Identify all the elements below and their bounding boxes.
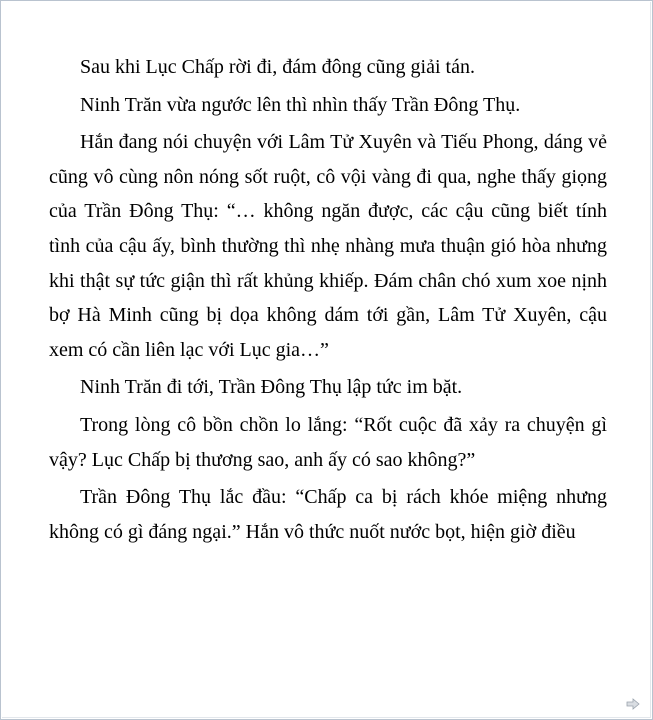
paragraph-1: Sau khi Lục Chấp rời đi, đám đông cũng giải tán. (80, 56, 475, 78)
next-page-arrow-icon[interactable] (626, 697, 640, 709)
paragraph-5: Trong lòng cô bồn chồn lo lắng: “Rốt cuộc đã xảy ra chuyện gì vậy? Lục Chấp bị thương sao, anh ấy có sao không?” (49, 413, 607, 471)
page-inner-frame (2, 2, 651, 718)
paragraph-3: Hắn đang nói chuyện với Lâm Tử Xuyên và Tiếu Phong, dáng vẻ cũng vô cùng nôn nóng sốt ruột, cô vội vàng đi qua, nghe thấy giọng của Trần Đông Thụ: “… không ngăn được, các cậu cũng biết tính tình của cậu ấy, bình thường thì nhẹ nhàng mưa thuận gió hòa nhưng khi thật sự tức giận thì rất khủng khiếp. Đám chân chó xum xoe nịnh bợ Hà Minh cũng bị dọa không dám tới gần, Lâm Tử Xuyên, cậu xem có cần liên lạc với Lục gia…” (49, 131, 607, 361)
paragraph-6: Trần Đông Thụ lắc đầu: “Chấp ca bị rách khóe miệng nhưng không có gì đáng ngại.” Hắn vô thức nuốt nước bọt, hiện giờ điều (49, 486, 607, 543)
paragraph-2: Ninh Trăn vừa ngước lên thì nhìn thấy Trần Đông Thụ. (80, 93, 521, 116)
paragraph-4: Ninh Trăn đi tới, Trần Đông Thụ lập tức im bặt. (80, 376, 463, 399)
document-text-body (49, 50, 607, 552)
